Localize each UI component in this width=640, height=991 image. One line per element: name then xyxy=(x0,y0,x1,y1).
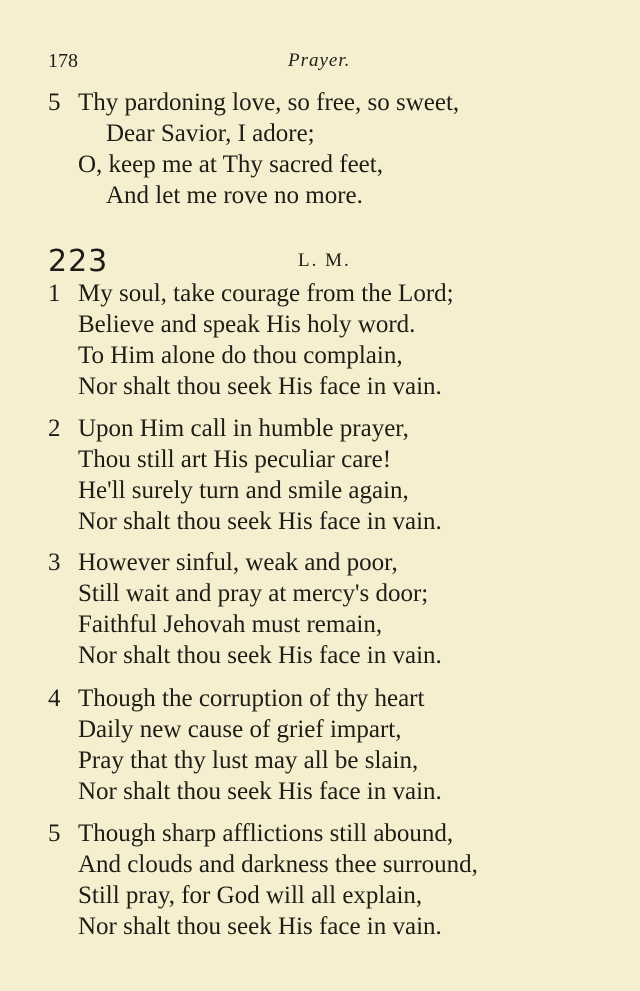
verse-line: Thou still art His peculiar care! xyxy=(78,446,392,473)
page-number: 178 xyxy=(48,50,78,72)
stanza-line xyxy=(48,609,608,640)
stanza-line xyxy=(48,87,608,118)
verse-line: To Him alone do thou complain, xyxy=(78,342,403,369)
verse-line: Though the corruption of thy heart xyxy=(78,685,425,712)
verse-line: Upon Him call in humble prayer, xyxy=(78,415,409,442)
stanza-line xyxy=(48,475,608,506)
stanza-line xyxy=(48,745,608,776)
running-title: Prayer. xyxy=(288,50,351,71)
stanza-line xyxy=(48,309,608,340)
verse-line: Faithful Jehovah must remain, xyxy=(78,611,383,638)
hymn-number: 223 xyxy=(48,244,109,279)
verse-line: Though sharp afflictions still abound, xyxy=(78,820,454,847)
stanza-line xyxy=(48,413,608,444)
hymn-stanza-3 xyxy=(48,547,608,671)
stanza-line xyxy=(48,371,608,402)
stanza-number: 1 xyxy=(48,280,61,307)
hymn-stanza-2 xyxy=(48,413,608,537)
verse-line: Daily new cause of grief impart, xyxy=(78,716,402,743)
stanza-line xyxy=(48,880,608,911)
verse-line: And clouds and darkness thee surround, xyxy=(78,851,478,878)
stanza-number: 5 xyxy=(48,89,61,116)
stanza-line xyxy=(48,149,608,180)
stanza-line xyxy=(48,118,608,149)
verse-line: Nor shalt thou seek His face in vain. xyxy=(78,778,442,805)
hymn-heading xyxy=(48,244,608,280)
stanza-line xyxy=(48,278,608,309)
stanza-line xyxy=(48,444,608,475)
stanza-number: 4 xyxy=(48,685,61,712)
stanza-line xyxy=(48,547,608,578)
verse-line: Pray that thy lust may all be slain, xyxy=(78,747,419,774)
verse-line: And let me rove no more. xyxy=(106,182,363,209)
verse-line: Dear Savior, I adore; xyxy=(106,120,315,147)
verse-line: However sinful, weak and poor, xyxy=(78,549,398,576)
verse-line: He'll surely turn and smile again, xyxy=(78,477,409,504)
stanza-line xyxy=(48,640,608,671)
stanza-line xyxy=(48,776,608,807)
stanza-line xyxy=(48,911,608,942)
verse-line: Believe and speak His holy word. xyxy=(78,311,416,338)
verse-line: Nor shalt thou seek His face in vain. xyxy=(78,373,442,400)
stanza-line xyxy=(48,180,608,211)
stanza-line xyxy=(48,714,608,745)
page-header xyxy=(0,46,640,76)
hymn-stanza-4 xyxy=(48,683,608,807)
stanza-number: 2 xyxy=(48,415,61,442)
verse-line: Still pray, for God will all explain, xyxy=(78,882,423,909)
stanza-line xyxy=(48,340,608,371)
verse-line: Thy pardoning love, so free, so sweet, xyxy=(78,89,460,116)
verse-line: Nor shalt thou seek His face in vain. xyxy=(78,642,442,669)
hymn-stanza-5 xyxy=(48,818,608,942)
verse-line: Still wait and pray at mercy's door; xyxy=(78,580,429,607)
stanza-line xyxy=(48,818,608,849)
hymn-stanza-1 xyxy=(48,278,608,402)
stanza-line xyxy=(48,506,608,537)
previous-hymn-stanza xyxy=(48,87,608,211)
verse-line: Nor shalt thou seek His face in vain. xyxy=(78,508,442,535)
stanza-line xyxy=(48,578,608,609)
stanza-number: 3 xyxy=(48,549,61,576)
stanza-number: 5 xyxy=(48,820,61,847)
verse-line: Nor shalt thou seek His face in vain. xyxy=(78,913,442,940)
hymn-meter: L. M. xyxy=(298,250,351,271)
stanza-line xyxy=(48,683,608,714)
verse-line: O, keep me at Thy sacred feet, xyxy=(78,151,383,178)
verse-line: My soul, take courage from the Lord; xyxy=(78,280,454,307)
stanza-line xyxy=(48,849,608,880)
